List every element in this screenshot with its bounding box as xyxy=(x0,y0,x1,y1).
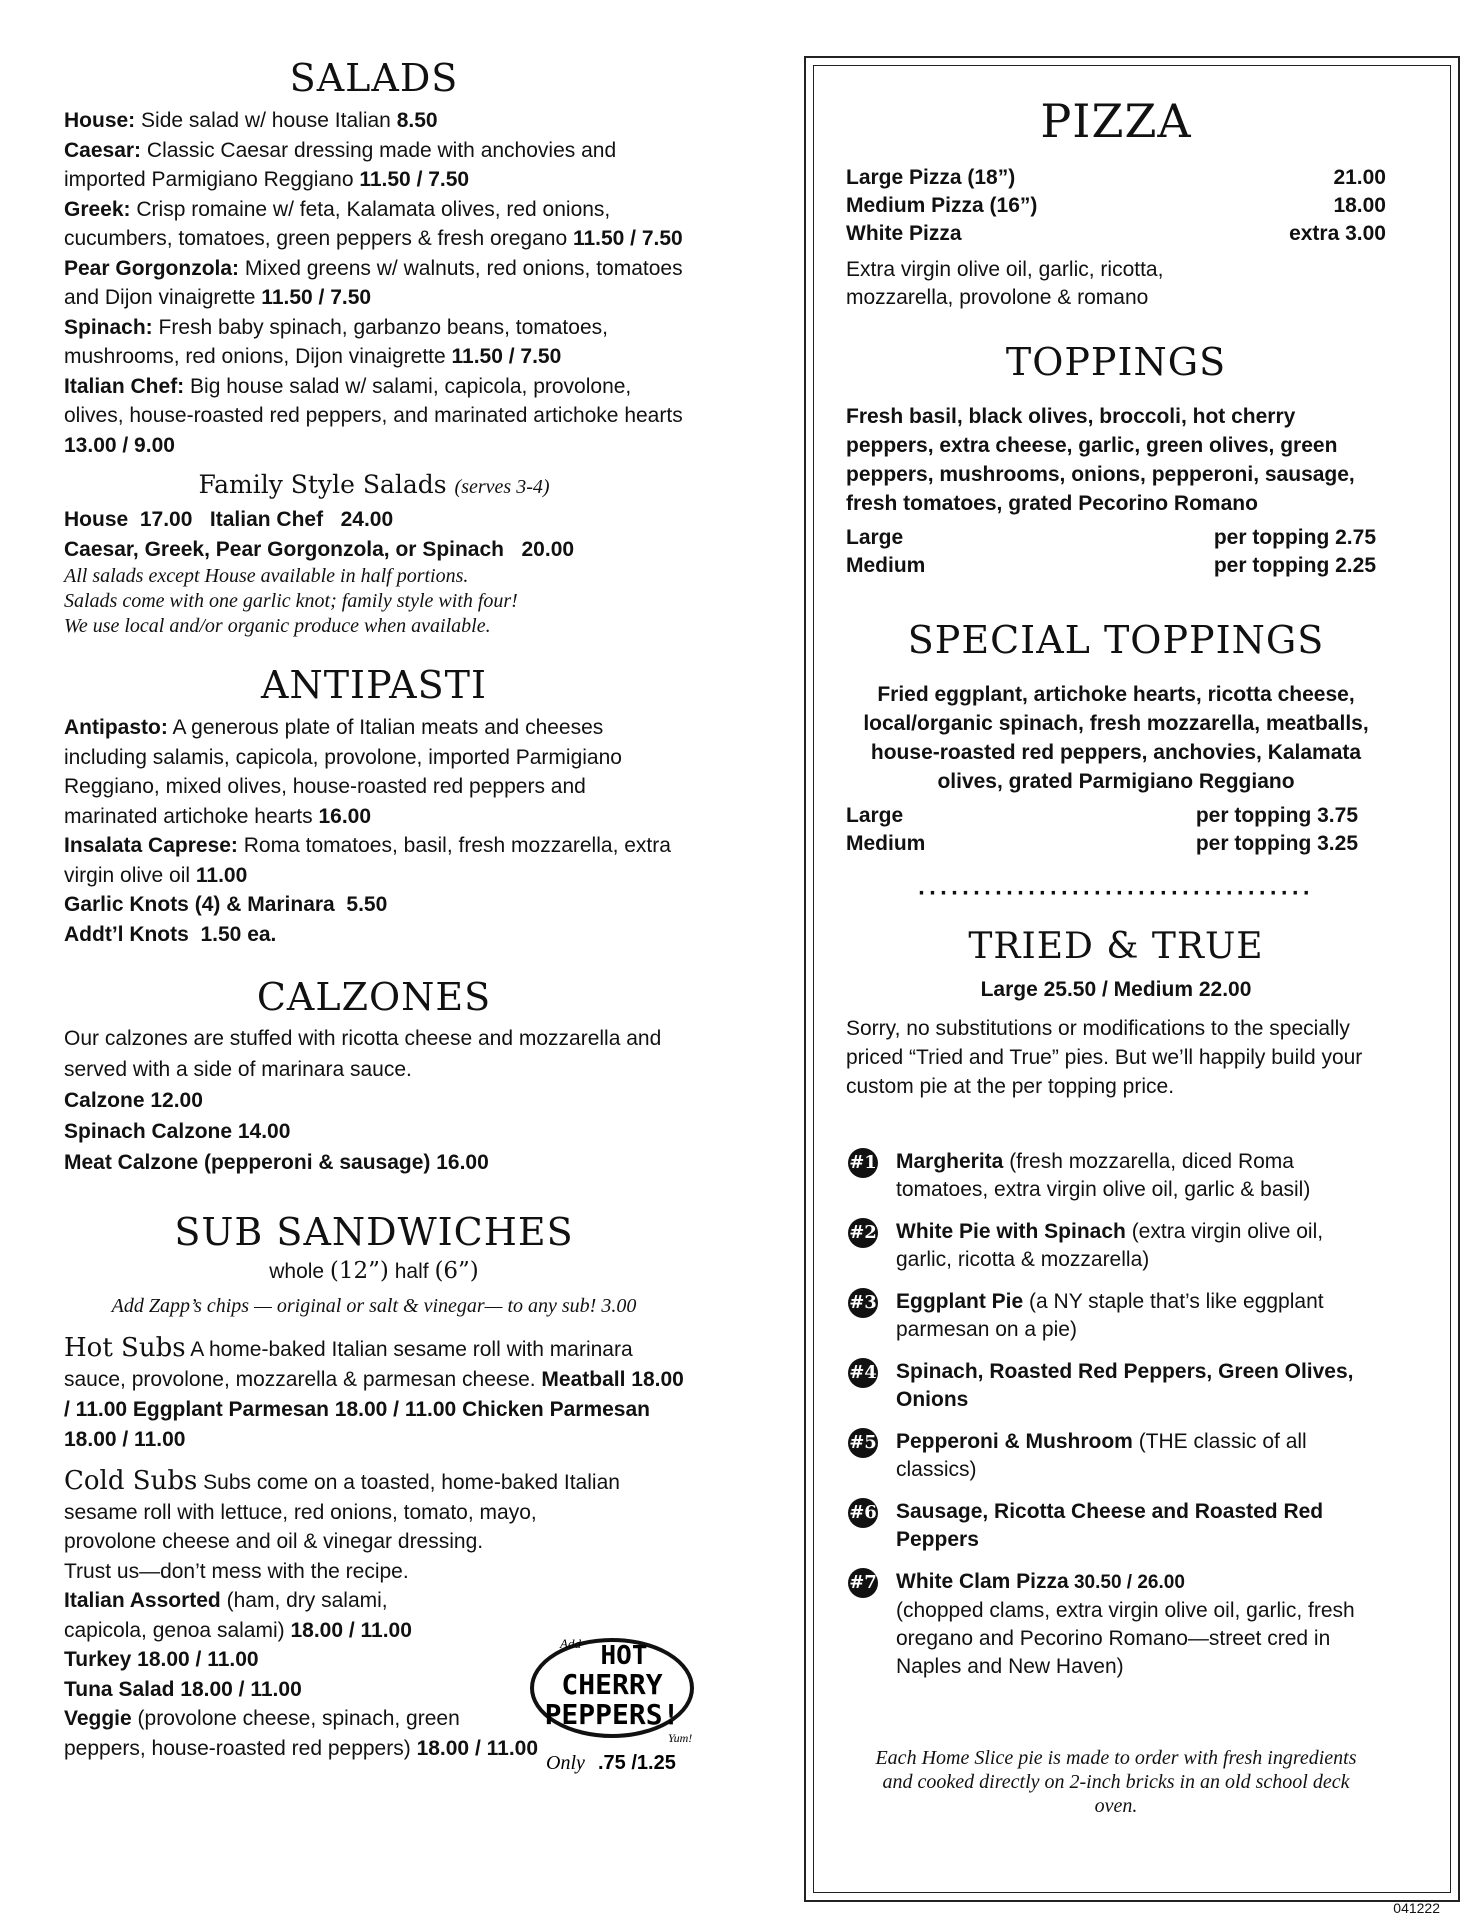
tried-true-heading: TRIED & TRUE xyxy=(968,926,1264,967)
pizza-sizes: Large Pizza (18”) 21.00 Medium Pizza (16”) 18.00 White Pizza extra 3.00 xyxy=(846,166,1386,245)
salad-item: Greek: Crisp romaine w/ feta, Kalamata olives, red onions, cucumbers, tomatoes, green peppers & fresh oregano 11.50 / 7.50 xyxy=(64,197,683,250)
pizza-heading: PIZZA xyxy=(1040,94,1192,148)
salads-heading: SALADS xyxy=(289,56,459,100)
zapps-note: Add Zapp’s chips — original or salt & vinegar— to any sub! 3.00 xyxy=(111,1295,637,1317)
tried-true-note: Sorry, no substitutions or modifications to the specially priced “Tried and True” pies. But we’ll happily build your custom pie at the per topping price. xyxy=(846,1017,1363,1098)
toppings-heading: TOPPINGS xyxy=(1005,340,1227,384)
antipasti-item: Antipasto: A generous plate of Italian meats and cheeses including salamis, capicola, provolone, imported Parmigiano Reggiano, mixed olives, house-roasted red peppers and marinated artichoke hearts 16.00 xyxy=(64,716,622,828)
ad-only-text: Only xyxy=(546,1752,585,1774)
list-item: #1 Margherita (fresh mozzarella, diced Roma tomatoes, extra virgin olive oil, garlic & basil) xyxy=(849,1150,1311,1201)
calzones-heading: CALZONES xyxy=(256,975,492,1019)
antipasti-item: Garlic Knots (4) & Marinara 5.50 xyxy=(64,893,388,916)
dotted-divider: ···································· xyxy=(918,880,1314,907)
toppings-prices: Large per topping 2.75 Medium per topping 2.25 xyxy=(846,526,1376,577)
ad-hot-text: HOT xyxy=(600,1641,648,1671)
pie-number-badge: #2 xyxy=(848,1218,878,1248)
hot-subs: Hot Subs A home-baked Italian sesame roll with marinara sauce, provolone, mozzarella & parmesan cheese. Meatball 18.00 / 11.00 Eggplant Parmesan 18.00 / 11.00 Chicken Parmesan 18.00 / 11.00 xyxy=(64,1333,684,1451)
calzone-item: Spinach Calzone 14.00 xyxy=(64,1120,291,1143)
menu-code: 041222 xyxy=(1393,1900,1440,1916)
sub-sizes: whole (12”) half (6”) xyxy=(269,1258,479,1284)
ad-peppers-text: PEPPERS! xyxy=(544,1698,680,1731)
salad-notes: All salads except House available in half portions. Salads come with one garlic knot; family style with four! We use local and/or organic produce when available. xyxy=(64,565,518,637)
pie-number-badge: #4 xyxy=(848,1358,878,1388)
tried-true-list xyxy=(848,1148,1368,1695)
special-toppings-heading: SPECIAL TOPPINGS xyxy=(907,618,1325,662)
left-column xyxy=(64,56,684,1763)
antipasti-item: Addt’l Knots 1.50 ea. xyxy=(64,922,277,946)
salad-item: Italian Chef: Big house salad w/ salami, capicola, provolone, olives, house-roasted red peppers, and marinated artichoke hearts 13.00 / 9.00 xyxy=(64,374,683,457)
pizza-box xyxy=(804,56,1460,1902)
antipasti-list xyxy=(64,713,684,949)
sub-sandwiches-heading: SUB SANDWICHES xyxy=(174,1210,574,1254)
ad-price-text: .75 /1.25 xyxy=(598,1752,676,1774)
salads-list xyxy=(64,106,684,460)
special-toppings-prices: Large per topping 3.75 Medium per topping 3.25 xyxy=(846,804,1358,855)
hot-cherry-peppers-ad xyxy=(528,1624,708,1774)
tried-true-footer: Each Home Slice pie is made to order with fresh ingredients and cooked directly on 2-inch bricks in an old school deck oven. xyxy=(875,1747,1357,1817)
salad-item: House: Side salad w/ house Italian 8.50 xyxy=(64,109,438,132)
list-item: #3 Eggplant Pie (a NY staple that’s like eggplant parmesan on a pie) xyxy=(849,1290,1324,1341)
list-item: #7 White Clam Pizza 30.50 / 26.00 (chopped clams, extra virgin olive oil, garlic, fresh oregano and Pecorino Romano—street cred in Naples and New Haven) xyxy=(849,1570,1355,1678)
tried-true-price: Large 25.50 / Medium 22.00 xyxy=(980,978,1252,1001)
white-pizza-desc: Extra virgin olive oil, garlic, ricotta, mozzarella, provolone & romano xyxy=(846,258,1164,309)
cold-subs: Cold Subs Subs come on a toasted, home-baked Italian sesame roll with lettuce, red onions, tomato, mayo, provolone cheese and oil & vinegar dressing. Trust us—don’t mess with the recipe. Italian Assorted (ham, dry salami, capicola, genoa salami) 18.00 / 11.00 Turkey 18.00 / 11.00 Tuna Salad 18.00 / 11.00 Veggie (provolone cheese, spinach, green peppers, house-roasted red peppers) 18.00 / 11.00 xyxy=(64,1466,620,1760)
salad-item: Pear Gorgonzola: Mixed greens w/ walnuts, red onions, tomatoes and Dijon vinaigrette 11.50 / 7.50 xyxy=(64,256,683,309)
list-item: #5 Pepperoni & Mushroom (THE classic of all classics) xyxy=(849,1430,1307,1481)
antipasti-heading: ANTIPASTI xyxy=(261,663,487,707)
family-line-2: Caesar, Greek, Pear Gorgonzola, or Spinach 20.00 xyxy=(64,537,575,561)
calzone-item: Calzone 12.00 xyxy=(64,1089,203,1112)
pie-number-badge: #5 xyxy=(848,1428,878,1458)
pie-number-badge: #6 xyxy=(848,1498,878,1528)
ad-yum-text: Yum! xyxy=(668,1731,693,1745)
ad-add-text: Add xyxy=(560,1636,581,1651)
list-item: #4 Spinach, Roasted Red Peppers, Green Olives, Onions xyxy=(849,1360,1354,1411)
family-line-1: House 17.00 Italian Chef 24.00 xyxy=(64,508,394,531)
special-toppings-list: Fried eggplant, artichoke hearts, ricotta cheese, local/organic spinach, fresh mozzarella, meatballs, house-roasted red peppers, anchovies, Kalamata olives, grated Parmigiano Reggiano xyxy=(863,683,1369,793)
list-item: #2 White Pie with Spinach (extra virgin olive oil, garlic, ricotta & mozzarella) xyxy=(849,1220,1324,1271)
ad-cherry-text: CHERRY xyxy=(561,1668,663,1701)
salad-item: Spinach: Fresh baby spinach, garbanzo beans, tomatoes, mushrooms, red onions, Dijon vinaigrette 11.50 / 7.50 xyxy=(64,315,608,368)
toppings-list: Fresh basil, black olives, broccoli, hot cherry peppers, extra cheese, garlic, green olives, green peppers, mushrooms, onions, pepperoni, sausage, fresh tomatoes, grated Pecorino Romano xyxy=(846,405,1355,515)
pie-number-badge: #3 xyxy=(848,1288,878,1318)
calzone-item: Meat Calzone (pepperoni & sausage) 16.00 xyxy=(64,1151,489,1174)
cherry-peppers-badge-icon xyxy=(528,1624,708,1774)
list-item: #6 Sausage, Ricotta Cheese and Roasted Red Peppers xyxy=(849,1500,1324,1551)
pie-number-badge: #1 xyxy=(848,1148,878,1178)
salad-item: Caesar: Classic Caesar dressing made with anchovies and imported Parmigiano Reggiano 11.50 / 7.50 xyxy=(64,138,617,191)
calzones-intro: Our calzones are stuffed with ricotta cheese and mozzarella and served with a side of marinara sauce. xyxy=(64,1027,662,1081)
pie-number-badge: #7 xyxy=(848,1568,878,1598)
family-style-heading: Family Style Salads (serves 3-4) xyxy=(198,470,550,499)
antipasti-item: Insalata Caprese: Roma tomatoes, basil, fresh mozzarella, extra virgin olive oil 11.00 xyxy=(64,834,671,887)
